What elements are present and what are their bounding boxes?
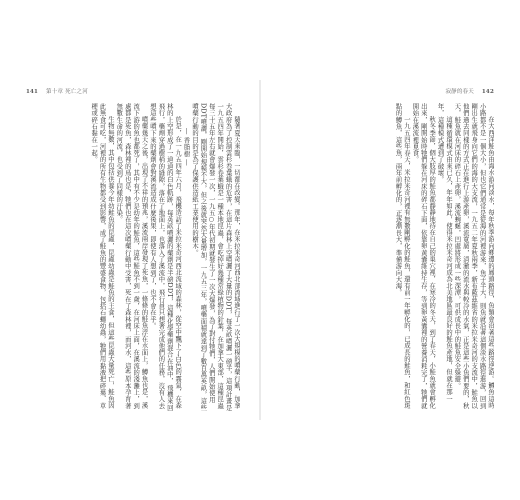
book-gutter bbox=[259, 80, 261, 420]
right-paragraph-1: 在大西洋鮭魚由海水游向淡水，每年秋季游向鄉邊的鳳頭路徑，魚類會沿著這些路徑逆游。鱒魚這時小路都不是一個大小，但也它們通常是從海的河裡游來，魚子半大，則魚就沿著這個淡水路徑進游，回到剛出生就飛身向它們的海的大支流，一九五二年夏秋兩季，新布藍茲維省的米拉米奇河的支流中，鮭魚以他們過去同樣的方式正在進行上游產卵，溪流寬廣，清澈的流水與較冷的水氣，正是這些小魚們要的，秋天，鮭魚就在河床的碎石上產卵，溪流蜿蜒，凹處將形成一些深潭，可供成長中的鮭魚安全躲避。 bbox=[453, 103, 494, 409]
left-paragraph-2: 於是，在一九五四年六月，飛機造訪了米拉米奇河西北流域的森林，從空中飄下了白色的霧氣，在森林的上空形成了一道道的白色軌跡，每英畝噴灑的藥劑是半磅DDT，這種化學藥劑混合在油中，飛機來回飛行，藥劑穿過樹梢的縫隙，落在了地面上，也落入了溪流中，飛行員只想著完成他們的任務，沒有人去想這些噴下來的藥劑會對溪流造成什麼後果，即使有人想到了，也不會在乎。 bbox=[148, 103, 182, 411]
left-chapter-title: 第十章 死亡之河 bbox=[46, 89, 88, 95]
left-running-head bbox=[26, 87, 88, 95]
right-running-head bbox=[445, 87, 494, 95]
right-paragraph-2: 這種循環模式由來已久，年年如此，使得米拉米奇河成為北美地區最良好的鮭魚產地，但就在那一年，這種模式遭到了破壞。 bbox=[436, 103, 452, 402]
signature: ― 香脂樹 ― bbox=[182, 128, 190, 167]
left-page-number: 141 bbox=[26, 89, 39, 95]
right-page-text bbox=[280, 103, 494, 413]
left-paragraph-3: 噴藥幾天之後，出現了不祥的預兆，溪流兩岸發現了死魚，一條條的鮭魚浮在水面上，鱒魚也是，溪流下游的魚也都死了，其中有不少是幼年的鮭魚，這些鮭魚不到一歲，在河床上面，在溪流的淺灘上，到處都是死魚，森林裡的鳥也是，牠們也在這次噴藥行動中受害，死在了森林裡，而河水，這些原本孕育著無數生命的河流，也受到了同樣的汙染。 bbox=[115, 103, 148, 409]
right-paragraph-4: 一九五四年春天，米拉米奇河裡有無數剛孵化的鮭魚，還有前一年孵化的，已成長的鮭魚，和紅色斑點的鱒魚，這些魚，兩年前孵化的，正逐漸長大，準備游向大海。 bbox=[394, 103, 410, 409]
left-paragraph-4: 生物無數，其中包括供養今年幼鮭魚的昆蟲，昆蟲幼蟲是鮭魚的主食，但這些昆蟲大量死亡，鮭魚因此無食可吃，河裡的所有生物都受到影響，成了鮭魚的豐盛食物，包括石蠅幼蟲，牠們用黏液把碎葉、草梗或碎石黏在一起。 bbox=[90, 103, 114, 409]
right-page-number: 142 bbox=[481, 89, 494, 95]
right-book-title: 寂靜的春天 bbox=[445, 89, 474, 95]
right-paragraph-3: 秋冬季節，個大肢厚的鮭魚都靜靜地待在自己的巢穴裡，在寒冷的冬天，到了春天，小鮭魚就會孵化出來，剛開始時牠們躲在河床的碎石下面，依靠卵黃囊維持生存，等到卵黃囊裡的營養消耗完了，牠們就開始在溪流裡覓食。 bbox=[411, 103, 436, 409]
left-page-text bbox=[28, 103, 240, 413]
left-paragraph-1: 隨著夏天來臨，一切都在改變。那年，在米拉米奇河西北部流域進行了一次大規模的噴藥行動，加拿大政府為了控制雲杉卷葉蛾的危害，在這片森林上空噴灑了大量的DDT，每英畝噴灑一磅半，這項計畫是一九五四年開始，雲杉卷葉蛾是一種本地昆蟲，會吃掉好幾種常綠植物的針葉，在加拿大東部，這種昆蟲每三十五年左右就會爆發一次，一九五○年代初期就發生了一次大爆發，為了對付牠們，人們開始使用DDT噴灑，剛開始規模不大，但之後就突然大量增加，一九五三年，噴藥面積就達到了數百萬英畝，這些噴藥行動的目的是為了保護供造紙工業使用的樹木。 bbox=[190, 103, 240, 411]
